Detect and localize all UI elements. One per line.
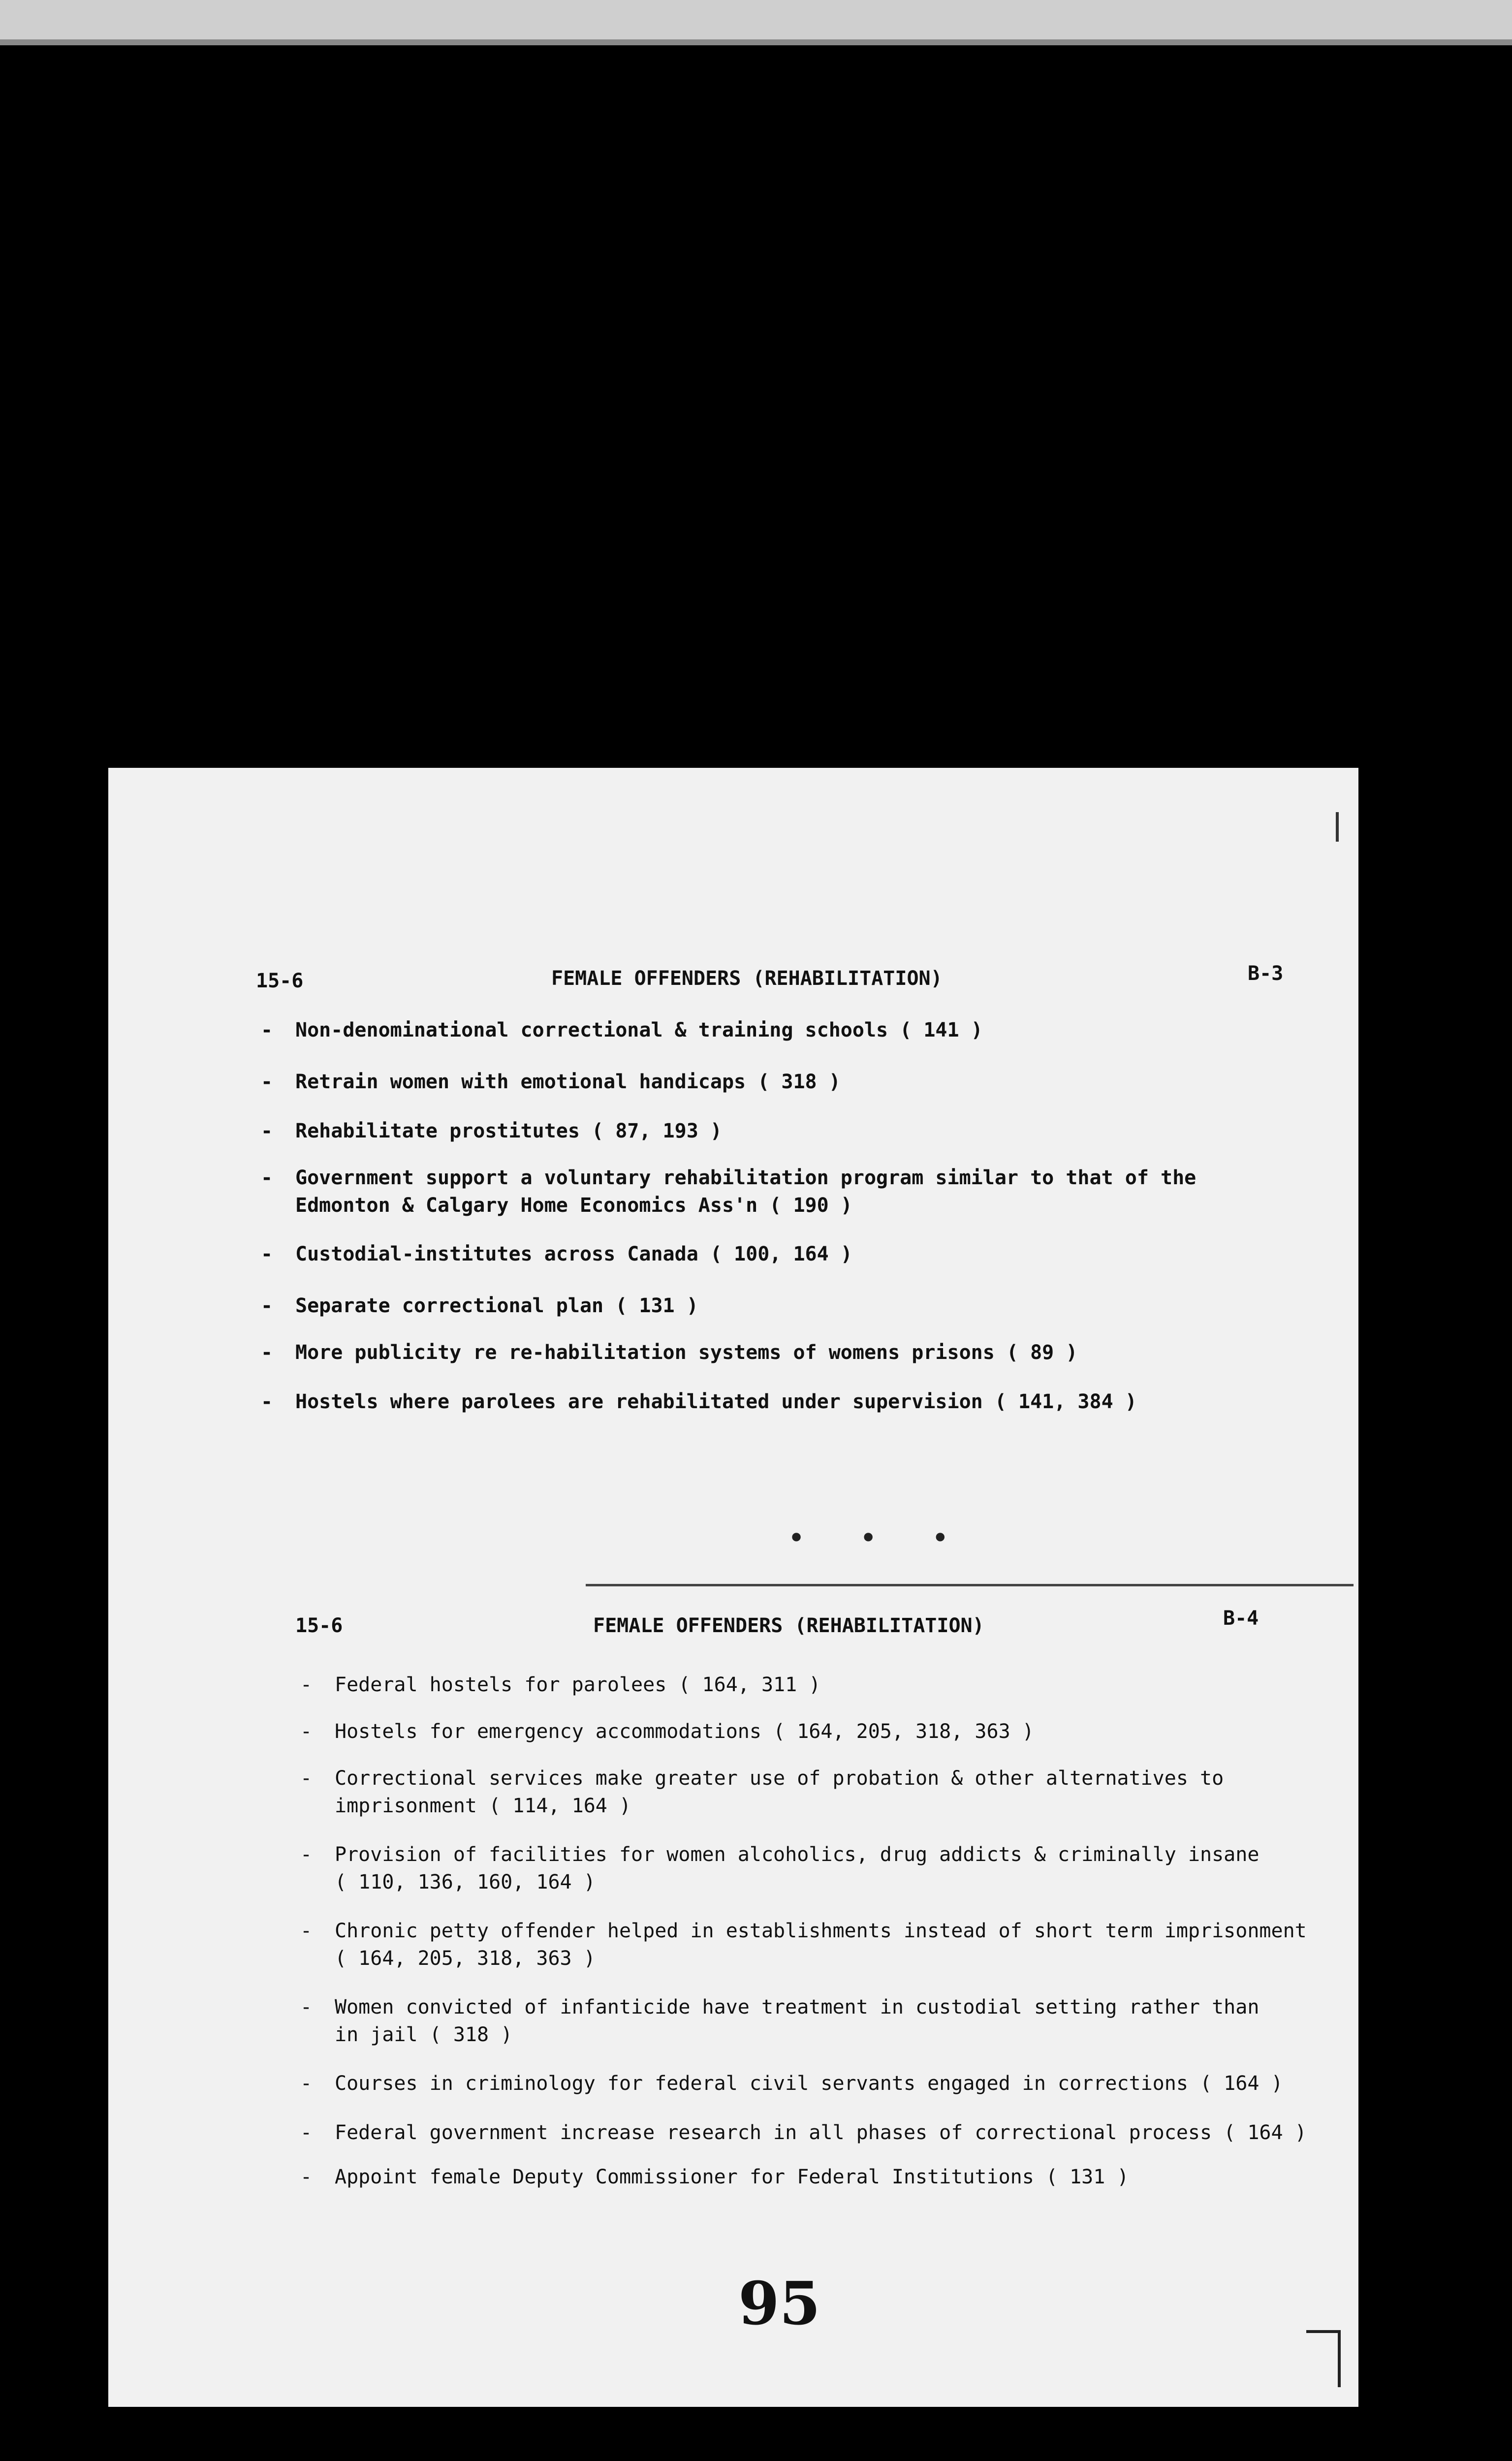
index-card-sheet bbox=[108, 768, 1358, 2407]
list-item bbox=[300, 2119, 1307, 2146]
card-title: FEMALE OFFENDERS (REHABILITATION) bbox=[593, 1614, 984, 1637]
list-item bbox=[261, 1117, 722, 1145]
bullet-dash: - bbox=[300, 1673, 313, 1696]
bullet-dash: - bbox=[300, 1843, 313, 1866]
bullet-dash: - bbox=[261, 1120, 273, 1142]
bullet-dash: - bbox=[261, 1071, 273, 1093]
list-item bbox=[261, 1240, 852, 1268]
list-item-text: Hostels where parolees are rehabilitated under supervision ( 141, 384 ) bbox=[295, 1390, 1137, 1413]
list-item bbox=[300, 1718, 1034, 1745]
list-item-text: Custodial-institutes across Canada ( 100, 164 ) bbox=[295, 1243, 852, 1265]
list-item bbox=[300, 2163, 1129, 2191]
list-item-text: ( 164, 205, 318, 363 ) bbox=[335, 1947, 596, 1970]
list-item bbox=[300, 1841, 1260, 1896]
bullet-dash: - bbox=[300, 1767, 313, 1790]
list-item bbox=[300, 1917, 1307, 1972]
list-item bbox=[300, 1765, 1224, 1820]
index-card-b3 bbox=[108, 768, 1358, 1585]
list-item-text: Rehabilitate prostitutes ( 87, 193 ) bbox=[295, 1120, 722, 1142]
list-item bbox=[261, 1292, 698, 1320]
list-item-text: Retrain women with emotional handicaps ( 318 ) bbox=[295, 1071, 841, 1093]
list-item bbox=[261, 1339, 1078, 1366]
list-item-text: imprisonment ( 114, 164 ) bbox=[335, 1795, 631, 1817]
list-item-text: Federal government increase research in all phases of correctional process ( 164 ) bbox=[335, 2121, 1307, 2144]
list-item-text: Provision of facilities for women alcoholics, drug addicts & criminally insane bbox=[335, 1843, 1260, 1866]
film-top-strip bbox=[0, 0, 1512, 39]
list-item-text: Courses in criminology for federal civil servants engaged in corrections ( 164 ) bbox=[335, 2072, 1283, 2095]
card-code: 15-6 bbox=[295, 1614, 343, 1637]
bullet-dash: - bbox=[300, 1720, 313, 1743]
list-item bbox=[261, 1388, 1137, 1416]
bullet-dash: - bbox=[261, 1019, 273, 1041]
corner-bracket bbox=[1338, 2333, 1341, 2387]
card-code: 15-6 bbox=[256, 970, 304, 992]
list-item bbox=[300, 1671, 821, 1699]
list-item-text: Non-denominational correctional & training schools ( 141 ) bbox=[295, 1019, 983, 1041]
list-item-text: Appoint female Deputy Commissioner for Federal Institutions ( 131 ) bbox=[335, 2166, 1129, 2188]
list-item-text: Chronic petty offender helped in establishments instead of short term imprisonment bbox=[335, 1920, 1307, 1942]
bullet-dash: - bbox=[300, 2121, 313, 2144]
film-top-edge bbox=[0, 39, 1512, 45]
list-item bbox=[300, 1993, 1260, 2049]
list-item-text: Women convicted of infanticide have treatment in custodial setting rather than bbox=[335, 1996, 1260, 2019]
bullet-dash: - bbox=[300, 1996, 313, 2019]
card-title: FEMALE OFFENDERS (REHABILITATION) bbox=[551, 967, 943, 990]
bullet-dash: - bbox=[261, 1390, 273, 1413]
list-item-text: ( 110, 136, 160, 164 ) bbox=[335, 1871, 596, 1893]
bullet-dash: - bbox=[261, 1341, 273, 1364]
list-item-text: Government support a voluntary rehabilitation program similar to that of the bbox=[295, 1167, 1197, 1189]
bullet-dash: - bbox=[300, 1920, 313, 1942]
list-item bbox=[261, 1016, 983, 1044]
corner-bracket bbox=[1306, 2330, 1341, 2333]
bullet-dash: - bbox=[261, 1167, 273, 1189]
list-item bbox=[300, 2070, 1283, 2097]
list-item-text: Separate correctional plan ( 131 ) bbox=[295, 1294, 698, 1317]
index-card-b4 bbox=[108, 1585, 1358, 2407]
list-item-text: Federal hostels for parolees ( 164, 311 ) bbox=[335, 1673, 821, 1696]
page-number: 95 bbox=[738, 2269, 820, 2338]
list-item bbox=[261, 1164, 1197, 1219]
ellipsis-dots: ••• bbox=[788, 1521, 1004, 1555]
list-item-text: in jail ( 318 ) bbox=[335, 2023, 513, 2046]
list-item-text: Hostels for emergency accommodations ( 164, 205, 318, 363 ) bbox=[335, 1720, 1034, 1743]
bullet-dash: - bbox=[300, 2166, 313, 2188]
list-item-text: More publicity re re-habilitation systems of womens prisons ( 89 ) bbox=[295, 1341, 1078, 1364]
list-item-text: Edmonton & Calgary Home Economics Ass'n ( 190 ) bbox=[295, 1194, 852, 1217]
list-item bbox=[261, 1068, 841, 1096]
bullet-dash: - bbox=[300, 2072, 313, 2095]
card-reference: B-4 bbox=[1223, 1607, 1259, 1630]
card-reference: B-3 bbox=[1248, 962, 1284, 985]
bullet-dash: - bbox=[261, 1294, 273, 1317]
bullet-dash: - bbox=[261, 1243, 273, 1265]
list-item-text: Correctional services make greater use of probation & other alternatives to bbox=[335, 1767, 1224, 1790]
